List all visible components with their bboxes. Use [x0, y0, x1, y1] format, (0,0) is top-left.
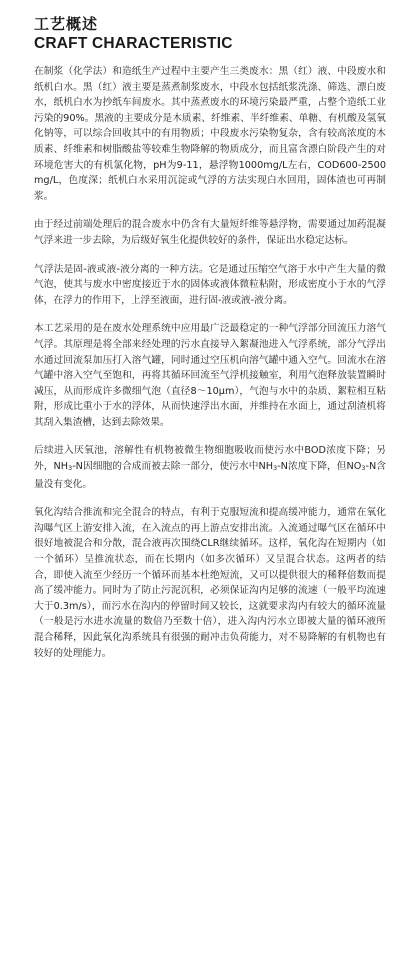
subscript-3: 3	[273, 464, 278, 473]
subscript-3: 3	[361, 464, 366, 473]
anaerobic-text-part-4: -N含量没有变化。	[34, 461, 387, 490]
section-title-chinese: 工艺概述	[34, 15, 99, 33]
anaerobic-text-part-3: -N浓度下降，但NO	[277, 461, 362, 473]
paragraph-flotation-method: 气浮法是固-液或液-液分离的一种方法。它是通过压缩空气溶于水中产生大量的微气泡，使其与废水中密度接近于水的固体或液体微粒粘附，形成密度小于水的气浮体，在浮力的作用下，上浮至液面，进行固-液或液-液分离。	[34, 263, 386, 306]
section-title-english: CRAFT CHARACTERISTIC	[34, 35, 233, 52]
paragraph-oxidation-ditch: 氧化沟结合推流和完全混合的特点，有利于克服短流和提高缓冲能力，通常在氧化沟曝气区上游安排入流，在入流点的再上游点安排出流。入流通过曝气区在循环中很好地被混合和分散，混合液再次围绕CLR继续循环。这样，氧化沟在短期内（如一个循环）呈推流状态，而在长期内（如多次循环）又呈混合状态。这两者的结合，即使入流至少经历一个循环而基本杜绝短流，又可以提供很大的稀释倍数而提高了缓冲能力。同时为了防止污泥沉积，必须保证沟内足够的流速（一般平均流速大于0.3m/s），而污水在沟内的停留时间又较长，这就要求沟内有较大的循环流量（一般是污水进水流量的数倍乃至数十倍），进入沟内污水立即被大量的循环液所混合稀释，因此氧化沟系统具有很强的耐冲击负荷能力，对不易降解的有机物也有较好的处理能力。	[34, 507, 386, 659]
anaerobic-text-part-2: -N因细胞的合成而被去除一部分，使污水中NH	[72, 461, 274, 473]
anaerobic-text-part-1: 后续进入厌氧池，溶解性有机物被微生物细胞吸收而使污水中BOD浓度下降；另外，NH	[34, 445, 386, 473]
paragraph-wastewater-types: 在制浆（化学法）和造纸生产过程中主要产生三类废水：黑（红）液、中段废水和纸机白水。黑（红）液主要是蒸煮制浆废水，中段水包括纸浆洗涤、筛选、漂白废水，纸机白水为抄纸车间废水。其中蒸煮废水的环境污染最严重，占整个造纸工业污染的90%。黑液的主要成分是木质素、纤维素、半纤维素、单糖、有机酸及氢氧化钠等，可以综合回收其中的有用物质；中段废水污染物复杂，含有较高浓度的木质素、纤维素和树脂酸盐等较难生物降解的物质成分，而且富含漂白阶段产生的对环境危害大的有机氯化物，pH为9-11，悬浮物1000mg/L左右，COD600-2500mg/L，色度深；纸机白水采用沉淀或气浮的方法实现白水回用，固体渣也可再制浆。	[34, 66, 386, 202]
paragraph-coagulation-flotation: 由于经过前端处理后的混合废水中仍含有大量短纤维等悬浮物，需要通过加药混凝气浮来进一步去除，为后级好氧生化提供较好的条件，保证出水稳定达标。	[34, 219, 386, 246]
paragraph-anaerobic-tank	[34, 443, 386, 492]
subscript-3: 3	[68, 464, 73, 473]
paragraph-dissolved-air-flotation: 本工艺采用的是在废水处理系统中应用最广泛最稳定的一种气浮部分回流压力溶气气浮。其原理是将全部来经处理的污水直接导入絮凝池进入气浮系统，部分气浮出水通过回流泵加压打入溶气罐，同时通过空压机向溶气罐中通入空气。回流水在溶气罐中溶入空气至饱和，再将其循环回流至气浮机接触室，利用气泡释放装置瞬时减压，从而形成许多微细气泡（直径8～10μm），气泡与水中的杂质、絮粒相互粘附，形成比重小于水的浮体，从而快速浮出水面，并维持在水面上，通过刮渣机将其刮入集渣槽，达到去除效果。	[34, 323, 386, 428]
